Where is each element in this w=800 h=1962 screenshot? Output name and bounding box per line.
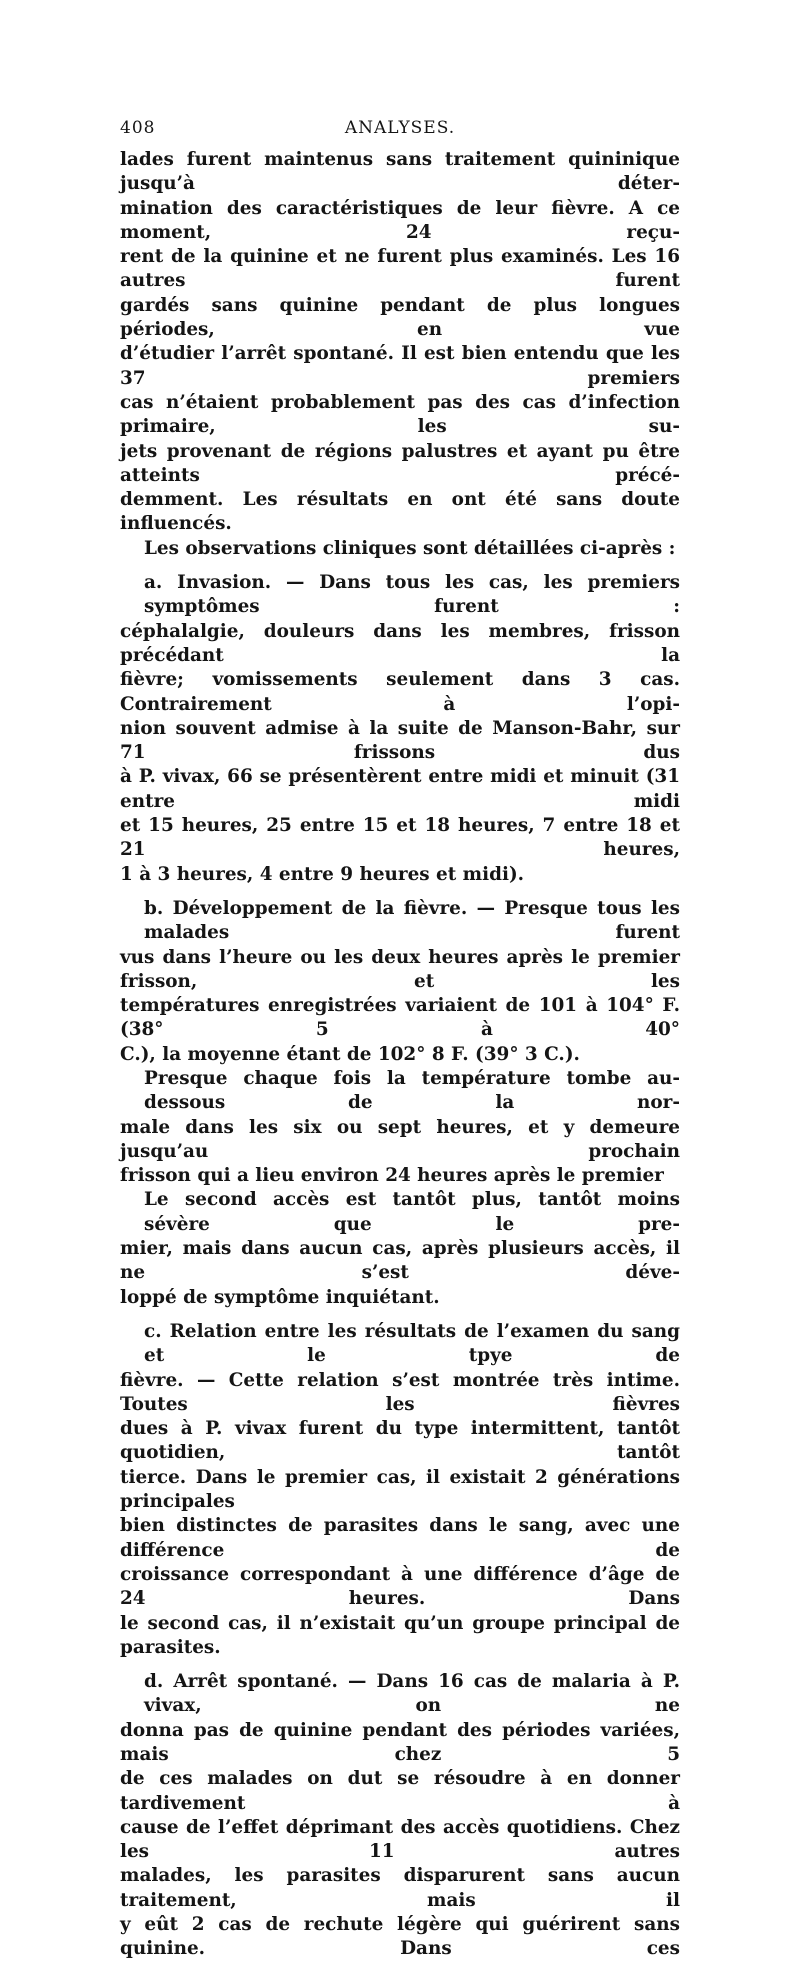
text-line: bien distinctes de parasites dans le sang, avec une différence de [120, 1515, 680, 1561]
text-line: lades furent maintenus sans traitement quininique jusqu’à déter- [120, 149, 680, 195]
section-b-line: b. Développement de la fièvre. — Presque tous les malades furent [144, 897, 680, 944]
running-title: ANALYSES. [344, 118, 456, 138]
text-line: demment. Les résultats en ont été sans doute influencés. [120, 489, 680, 535]
text-line: céphalalgie, douleurs dans les membres, frisson précédant la [120, 620, 680, 666]
section-c-line: c. Relation entre les résultats de l’examen du sang et le tpye de [144, 1320, 680, 1367]
text-line: fièvre. — Cette relation s’est montrée très intime. Toutes les fièvres [120, 1369, 680, 1415]
text-line: 1 à 3 heures, 4 entre 9 heures et midi). [120, 863, 525, 885]
text-line: jets provenant de régions palustres et ayant pu être atteints précé- [120, 440, 680, 486]
text-line: le second cas, il n’existait qu’un groupe principal de parasites. [120, 1612, 680, 1658]
text-line: et 15 heures, 25 entre 15 et 18 heures, 7 entre 18 et 21 heures, [120, 815, 680, 861]
text-line: dues à P. vivax furent du type intermittent, tantôt quotidien, tantôt [120, 1418, 680, 1464]
text-line: Presque chaque fois la température tombe au-dessous de la nor- [144, 1067, 680, 1114]
text-line: male dans les six ou sept heures, et y demeure jusqu’au prochain [120, 1116, 680, 1162]
text-line: de ces malades on dut se résoudre à en donner tardivement à [120, 1768, 680, 1814]
text-line: à P. vivax, 66 se présentèrent entre midi et minuit (31 entre midi [120, 766, 680, 812]
text-line: vus dans l’heure ou les deux heures après le premier frisson, et les [120, 946, 680, 992]
text-line: croissance correspondant à une différence d’âge de 24 heures. Dans [120, 1563, 680, 1610]
text-line: Le second accès est tantôt plus, tantôt moins sévère que le pre- [144, 1189, 680, 1235]
text-line: donna pas de quinine pendant des périodes variées, mais chez 5 [120, 1719, 680, 1765]
text-line: d’étudier l’arrêt spontané. Il est bien entendu que les 37 premiers [120, 343, 680, 389]
text-line: Les observations cliniques sont détaillées ci-après : [144, 537, 676, 559]
text-line: loppé de symptôme inquiétant. [120, 1286, 440, 1308]
text-line: tierce. Dans le premier cas, il existait 2 générations principales [120, 1466, 680, 1513]
text-line: C.), la moyenne étant de 102° 8 F. (39° 3 C.). [120, 1043, 580, 1065]
section-d-line: d. Arrêt spontané. — Dans 16 cas de malaria à P. vivax, on ne [144, 1671, 680, 1717]
text-line: gardés sans quinine pendant de plus longues périodes, en vue [120, 294, 680, 341]
text-line: fièvre; vomissements seulement dans 3 cas. Contrairement à l’opi- [120, 669, 680, 715]
text-line: températures enregistrées variaient de 101 à 104° F. (38° 5 à 40° [120, 995, 680, 1041]
text-line: mier, mais dans aucun cas, après plusieurs accès, il ne s’est déve- [120, 1238, 680, 1284]
text-line: malades, les parasites disparurent sans aucun traitement, mais il [120, 1865, 680, 1911]
text-line: nion souvent admise à la suite de Manson-Bahr, sur 71 frissons dus [120, 717, 680, 764]
page-number: 408 [120, 118, 156, 138]
text-line: cas n’étaient probablement pas des cas d’infection primaire, les su- [120, 391, 680, 438]
text-line: frisson qui a lieu environ 24 heures après le premier [120, 1165, 664, 1187]
body-text [120, 148, 680, 1962]
text-line: cause de l’effet déprimant des accès quotidiens. Chez les 11 autres [120, 1816, 680, 1863]
text-line: mination des caractéristiques de leur fièvre. A ce moment, 24 reçu- [120, 197, 680, 243]
text-line: rent de la quinine et ne furent plus examinés. Les 16 autres furent [120, 246, 680, 292]
text-line: y eût 2 cas de rechute légère qui guérirent sans quinine. Dans ces [120, 1914, 680, 1960]
section-a-line: a. Invasion. — Dans tous les cas, les premiers symptômes furent : [144, 572, 680, 618]
